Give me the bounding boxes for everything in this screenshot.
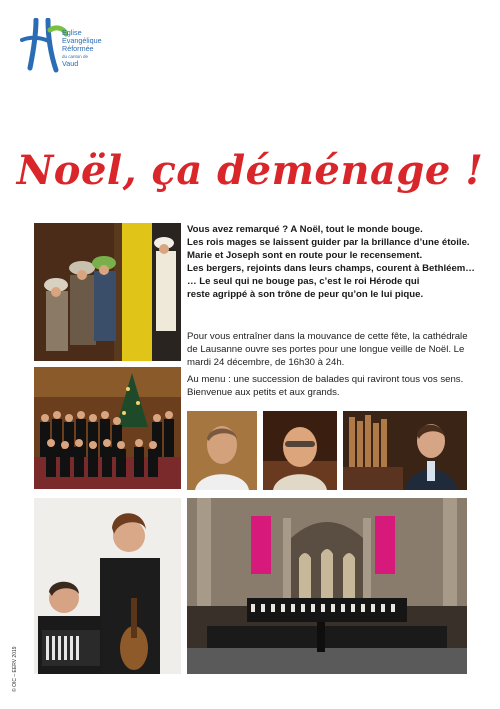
photo-cathedral-concert — [187, 498, 467, 674]
cross-logo-icon — [20, 18, 68, 78]
photo-portrait-1 — [187, 411, 257, 490]
photo-choir — [34, 367, 181, 489]
logo-line: Réformée — [62, 44, 94, 54]
logo-text — [62, 29, 102, 68]
photo-portrait-2 — [263, 411, 337, 490]
photo-portrait-3 — [343, 411, 467, 490]
photo-nativity-costumes — [34, 223, 181, 361]
page-title: Noël, ça déménage ! — [16, 147, 484, 194]
intro-line: Les rois mages se laissent guider par la brillance d’une étoile. — [187, 237, 470, 248]
intro-line: reste agrippé à son trône de peur qu’on le lui pique. — [187, 289, 424, 300]
logo-line: du canton de — [62, 53, 89, 59]
copyright-credit: © OIC – EERV 2019 — [12, 646, 18, 692]
intro-line: Vous avez remarqué ? A Noël, tout le monde bouge. — [187, 224, 423, 235]
body-paragraph: Au menu : une succession de balades qui raviront tous vos sens. Bienvenue aux petits et aux grands. — [187, 374, 464, 398]
intro-text — [187, 223, 477, 301]
intro-line: Marie et Joseph sont en route pour le recensement. — [187, 250, 423, 261]
intro-line: … Le seul qui ne bouge pas, c’est le roi Hérode qui — [187, 276, 420, 287]
photo-musicians-duo — [34, 498, 181, 674]
logo-line: Vaud — [62, 58, 79, 68]
body-text — [187, 330, 477, 403]
intro-line: Les bergers, rejoints dans leurs champs, courent à Bethléem… — [187, 263, 475, 274]
logo-line: Eglise — [62, 28, 82, 37]
body-paragraph: Pour vous entraîner dans la mouvance de cette fête, la cathédrale de Lausanne ouvre ses portes pour une longue veille de Noël. Le mardi 24 décembre, de 16h30 à 24h. — [187, 331, 468, 368]
logo-line: Evangélique — [62, 36, 102, 46]
